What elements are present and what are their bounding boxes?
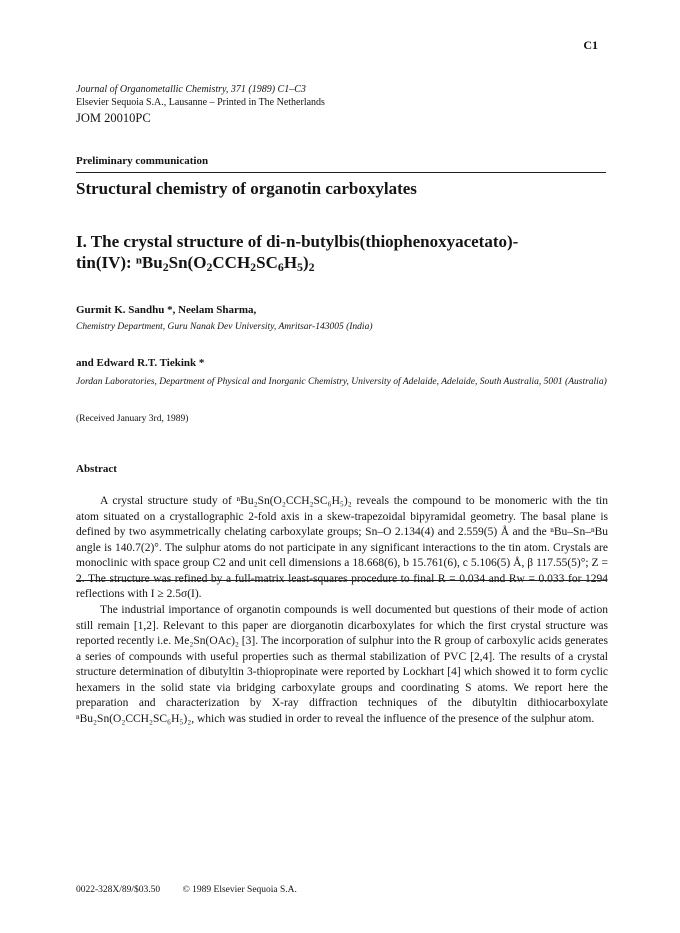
main-body <box>76 603 608 727</box>
price-code: 0022-328X/89/$03.50 <box>76 885 161 895</box>
affiliation-2: Jordan Laboratories, Department of Physical and Inorganic Chemistry, University of Adelaide, Adelaide, South Australia, 5001 (Australia) <box>76 377 607 387</box>
authors-line-2: and Edward R.T. Tiekink * <box>76 357 205 369</box>
paper-title: Structural chemistry of organotin carboxylates <box>76 179 417 198</box>
jom-code: JOM 20010PC <box>76 111 151 125</box>
affiliation-1: Chemistry Department, Guru Nanak Dev University, Amritsar-143005 (India) <box>76 322 373 332</box>
abstract-rule <box>76 580 606 581</box>
page-number: C1 <box>583 38 598 52</box>
top-rule <box>76 172 606 173</box>
subtitle-line-1: I. The crystal structure of di-n-butylbis(thiophenoxyacetato)- <box>76 232 519 251</box>
received-date: (Received January 3rd, 1989) <box>76 414 189 424</box>
copyright: © 1989 Elsevier Sequoia S.A. <box>182 885 297 895</box>
abstract-heading: Abstract <box>76 463 117 475</box>
journal-header <box>76 84 606 125</box>
section-label: Preliminary communication <box>76 155 209 167</box>
authors-line-1: Gurmit K. Sandhu *, Neelam Sharma, <box>76 304 257 316</box>
body-paragraph: The industrial importance of organotin compounds is well documented but questions of their mode of action still remain [1,2]. Relevant to this paper are diorganotin dicarboxylates for which the first crystal structure was reported recently i.e. Me₂Sn(OAc)₂ [3]. The incorporation of sulphur into the R group of carboxylic acids generates a series of compounds with useful properties such as thermal stabilization of PVC [2,4]. The results of a crystal structure determination of dibutyltin 3-thiopropinate were reported by Lockhart [4] which showed it to form cyclic hexamers in the solid state via bridging carboxylate groups and coordinating S atoms. We report here the preparation and characterization by X-ray diffraction techniques of the dibutyltin dithiocarboxylate ⁿBu₂Sn(O₂CCH₂SC₆H₅)₂, which was studied in order to reveal the influence of the presence of the sulphur atom. <box>76 604 608 725</box>
abstract-body <box>76 494 608 603</box>
subtitle-line-2: tin(IV): $^nBu_2Sn(O_2CCH_2SC_6H_5)_2$ <box>76 253 315 274</box>
paper-subtitle <box>76 231 611 273</box>
journal-citation: Journal of Organometallic Chemistry, 371 (1989) C1–C3 <box>76 84 306 95</box>
publisher-line: Elsevier Sequoia S.A., Lausanne – Printed in The Netherlands <box>76 96 325 108</box>
page-footer <box>76 885 317 895</box>
abstract-paragraph: A crystal structure study of ⁿBu₂Sn(O₂CCH₂SC₆H₅)₂ reveals the compound to be monomeric with the tin atom situated on a crystallographic 2-fold axis in a skew-trapezoidal bipyramidal geometry. The basal plane is defined by two asymmetrically chelating carboxylate groups; Sn–O 2.134(4) and 2.559(5) Å and the ⁿBu–Sn–ⁿBu angle is 140.7(2)°. The sulphur atoms do not participate in any significant interactions to the tin atom. Crystals are monoclinic with space group C2 and unit cell dimensions a 18.668(6), b 15.761(6), c 5.106(5) Å, β 117.55(5)°; Z = 2. The structure was refined by a full-matrix least-squares procedure to final R = 0.034 and Rw = 0.033 for 1294 reflections with I ≥ 2.5σ(I). <box>76 495 608 600</box>
